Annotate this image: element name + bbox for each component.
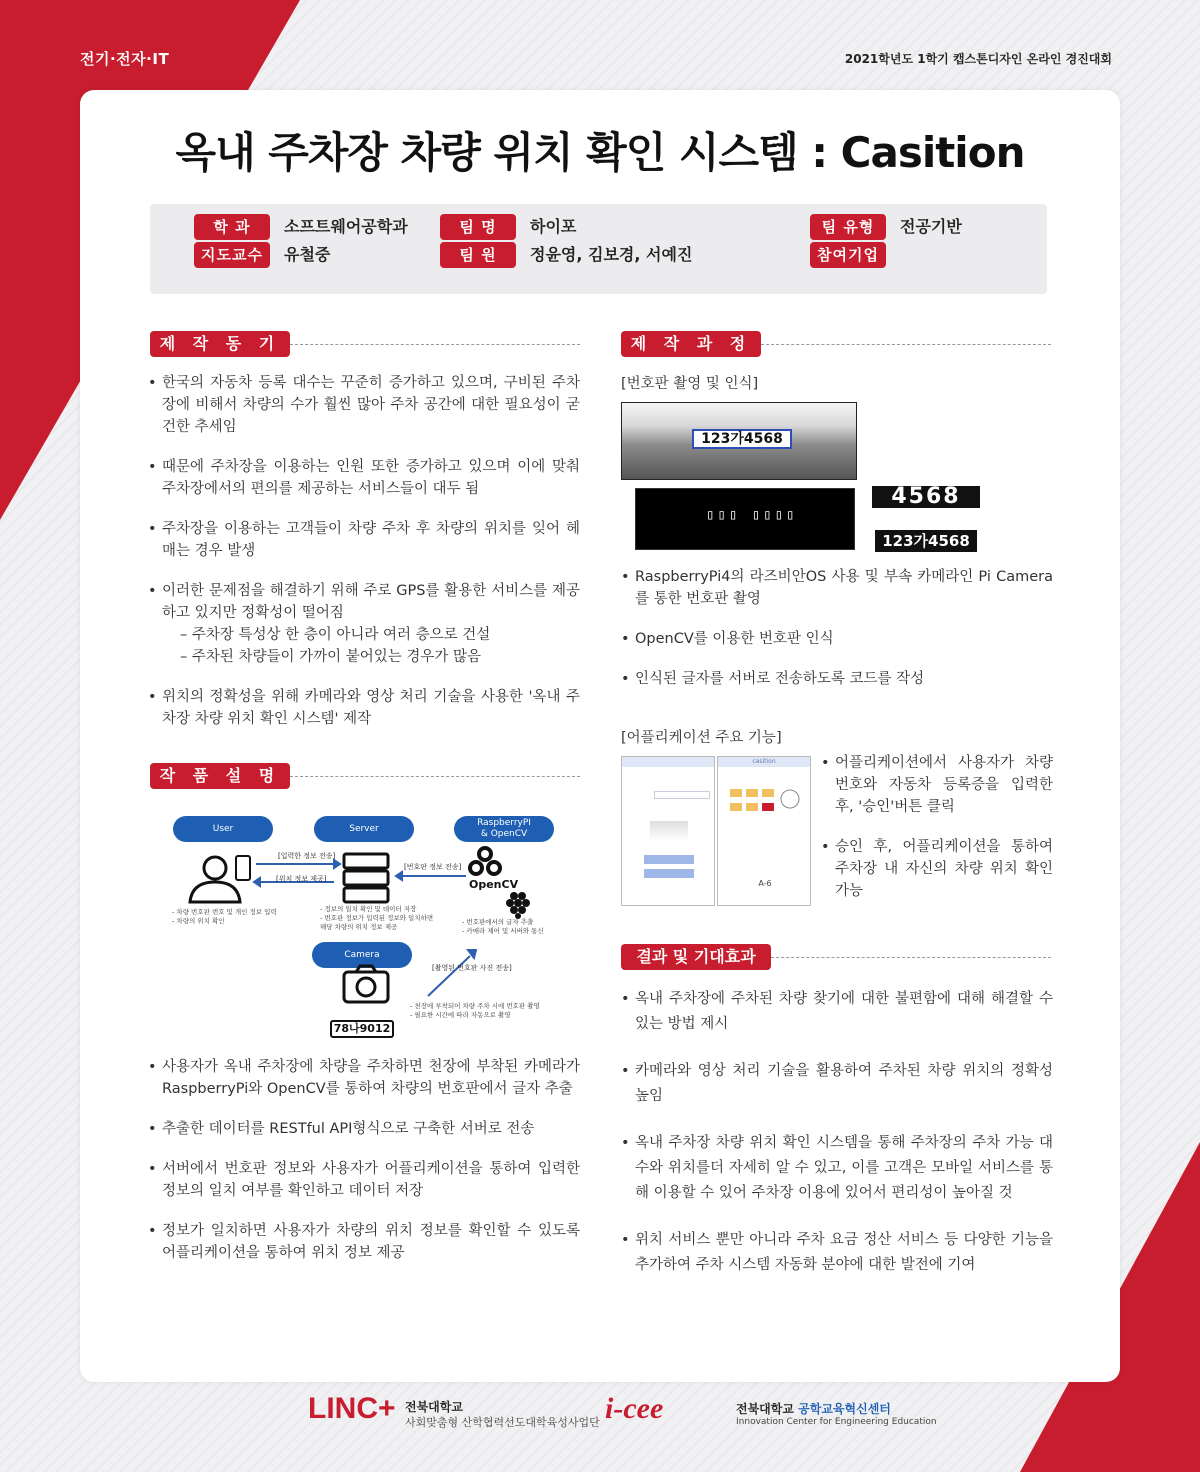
prof-value: 유철중 [284, 245, 331, 264]
motivation-rule [290, 344, 580, 345]
app-bar-title: casition [718, 757, 810, 767]
arrow-input-label: [입력한 정보 전송] [278, 852, 336, 860]
list-item: • 때문에 주차장을 이용하는 인원 또한 증가하고 있으며 이에 맞춰 주차장에서의 편의를 제공하는 서비스들이 대두 됨 [148, 456, 580, 500]
members-tag: 팀 원 [440, 242, 516, 268]
list-item: • 추출한 데이터를 RESTful API형식으로 구축한 서버로 전송 [148, 1118, 580, 1140]
raspberry-icon [506, 892, 530, 919]
list-item: • OpenCV를 이용한 번호판 인식 [621, 628, 1053, 650]
motivation-list [148, 372, 580, 748]
results-heading: 결과 및 기대효과 [621, 944, 771, 970]
note-line: - 카메라 제어 및 서버와 통신 [462, 927, 544, 935]
description-rule [290, 776, 580, 777]
description-heading: 작 품 설 명 [150, 763, 290, 789]
list-item: • 인식된 글자를 서버로 전송하도록 코드를 작성 [621, 668, 1053, 690]
list-item: • 정보가 일치하면 사용자가 차량의 위치 정보를 확인할 수 있도록 어플리케이션을 통하여 위치 정보 제공 [148, 1220, 580, 1264]
app-screen-input [621, 756, 715, 906]
note-line: 해당 차량의 위치 정보 제공 [320, 923, 398, 931]
list-item [148, 580, 580, 668]
note-line: - 정보의 일치 확인 및 데이터 저장 [320, 905, 417, 913]
type-value: 전공기반 [900, 217, 962, 236]
server-icon [344, 854, 388, 902]
linc-logo: LINC+ [308, 1392, 396, 1425]
motivation-heading: 제 작 동 기 [150, 331, 290, 357]
list-item: • 위치의 정확성을 위해 카메라와 영상 처리 기술을 사용한 '옥내 주차장 차량 위치 확인 시스템' 제작 [148, 686, 580, 730]
list-item: • 옥내 주차장 차량 위치 확인 시스템을 통해 주차장의 주차 가능 대수와 위치를더 자세히 알 수 있고, 이를 고객은 모바일 서비스를 통해 이용할 수 있어 주차장 이용에 있어서 편리성이 높아질 것 [621, 1131, 1053, 1206]
app-section-label: [어플리케이션 주요 기능] [621, 730, 782, 746]
camera-notes [410, 1002, 540, 1020]
diagram-plate: 78나9012 [330, 1020, 394, 1038]
car-photo [621, 402, 857, 480]
rpi-pill-line2: & OpenCV [480, 829, 528, 839]
list-item: • 카메라와 영상 처리 기술을 활용하여 주차된 차량 위치의 정확성 높임 [621, 1059, 1053, 1109]
poster-card [80, 90, 1120, 1382]
dept-tag: 학 과 [194, 214, 270, 240]
app-button [644, 855, 694, 864]
company-tag: 참여기업 [810, 242, 886, 268]
icee-name [736, 1400, 891, 1417]
description-list [148, 1056, 580, 1282]
arrow-location-label: [위치 정보 제공] [276, 875, 327, 883]
members-value: 정윤영, 김보경, 서예진 [530, 245, 693, 264]
process-rule [761, 344, 1051, 345]
icee-university: 전북대학교 [736, 1402, 794, 1416]
rpi-pill-line1: RaspberryPI [477, 818, 531, 828]
team-tag: 팀 명 [440, 214, 516, 240]
contest-label: 2021학년도 1학기 캡스톤디자인 온라인 경진대회 [844, 52, 1112, 66]
sub-item: – 주차된 차량들이 가까이 붙어있는 경우가 많음 [162, 646, 580, 668]
app-spot: A-6 [758, 879, 772, 888]
app-bar [622, 757, 714, 767]
list-item: • 어플리케이션에서 사용자가 차량 번호와 자동차 등록증을 입력한 후, '승인'버튼 클릭 [821, 752, 1053, 818]
diagram-server-pill: Server [314, 816, 414, 842]
team-value: 하이포 [530, 217, 577, 236]
linc-university: 전북대학교 [405, 1400, 463, 1414]
list-item: • 주차장을 이용하는 고객들이 차량 주차 후 차량의 위치를 잊어 헤매는 경우 발생 [148, 518, 580, 562]
note-line: - 번호판 정보가 입력된 정보와 일치하면 [320, 914, 434, 922]
results-list [621, 987, 1053, 1296]
dept-value: 소프트웨어공학과 [284, 217, 408, 236]
app-button [644, 869, 694, 878]
list-item-text: 이러한 문제점을 해결하기 위해 주로 GPS를 활용한 서비스를 제공하고 있지만 정확성이 떨어짐 [162, 583, 580, 621]
detected-plate: 123가4568 [692, 429, 792, 449]
list-item: • 한국의 자동차 등록 대수는 꾸준히 증가하고 있으며, 구비된 주차장에 비해서 차량의 수가 훨씬 많아 주차 공간에 대한 필요성이 굳건한 추세임 [148, 372, 580, 438]
sub-item: – 주차장 특성상 한 층이 아니라 여러 층으로 건설 [162, 624, 580, 646]
process-heading: 제 작 과 정 [621, 331, 761, 357]
rpi-notes [462, 918, 544, 936]
note-line: - 번호판에서의 글자 추출 [462, 918, 534, 926]
list-item: • 위치 서비스 뿐만 아니라 주차 요금 정산 서비스 등 다양한 기능을 추가하여 주차 시스템 자동화 분야에 대한 발전에 기여 [621, 1228, 1053, 1278]
process-plate-list [621, 566, 1053, 708]
user-icon [190, 856, 250, 902]
server-notes [320, 905, 433, 932]
note-line: - 필요한 시간에 따라 자동으로 촬영 [410, 1011, 511, 1019]
note-line: - 천장에 부착되어 차량 주차 시에 번호판 촬영 [410, 1002, 540, 1010]
poster-title: 옥내 주차장 차량 위치 확인 시스템 : Casition [175, 128, 1025, 177]
arrow-photo-label: [촬영된 번호판 사진 전송] [432, 964, 512, 972]
note-line: - 차량의 위치 확인 [172, 917, 225, 925]
list-item: • 사용자가 옥내 주차장에 차량을 주차하면 천장에 부착된 카메라가 RaspberryPi와 OpenCV를 통하여 차량의 번호판에서 글자 추출 [148, 1056, 580, 1100]
opencv-icon [470, 848, 500, 874]
list-item: • 옥내 주차장에 주차된 차량 찾기에 대한 불편함에 대해 해결할 수 있는 방법 제시 [621, 987, 1053, 1037]
plate-section-label: [번호판 촬영 및 인식] [621, 376, 759, 392]
plate-crop-bottom: 123가4568 [872, 530, 980, 552]
results-rule [771, 957, 1051, 958]
camera-icon [344, 966, 388, 1002]
diagram-rpi-pill [454, 816, 554, 842]
app-field [654, 791, 710, 799]
opencv-label: OpenCV [469, 878, 519, 891]
diagram-user-pill: User [173, 816, 273, 842]
linc-group: 사회맞춤형 산학협력선도대학육성사업단 [405, 1416, 600, 1429]
binary-plate-image [635, 488, 855, 550]
process-app-list [821, 752, 1053, 920]
arrow-plate-label: [번호판 정보 전송] [404, 863, 462, 871]
diagram-camera-pill: Camera [312, 942, 412, 968]
category-label: 전기·전자·IT [80, 50, 170, 68]
note-line: - 차량 번호판 번호 및 개인 정보 입력 [172, 908, 277, 916]
icee-logo: i-cee [605, 1392, 664, 1425]
parking-map [728, 777, 804, 827]
list-item: • 승인 후, 어플리케이션을 통하여 주차장 내 자신의 차량 위치 확인 가능 [821, 836, 1053, 902]
prof-tag: 지도교수 [194, 242, 270, 268]
list-item: • 서버에서 번호판 정보와 사용자가 어플리케이션을 통하여 입력한 정보의 일치 여부를 확인하고 데이터 저장 [148, 1158, 580, 1202]
info-panel [150, 204, 1047, 294]
icee-center: 공학교육혁신센터 [798, 1402, 891, 1416]
type-tag: 팀 유형 [810, 214, 886, 240]
list-item: • RaspberryPi4의 라즈비안OS 사용 및 부속 카메라인 Pi Camera를 통한 번호판 촬영 [621, 566, 1053, 610]
app-image [650, 821, 688, 841]
user-notes [172, 908, 277, 926]
plate-crop-top: 4568 [872, 486, 980, 508]
binary-chars: ▯▯▯ ▯▯▯▯ [706, 507, 798, 523]
app-screen-location [717, 756, 811, 906]
icee-english: Innovation Center for Engineering Education [736, 1417, 937, 1427]
